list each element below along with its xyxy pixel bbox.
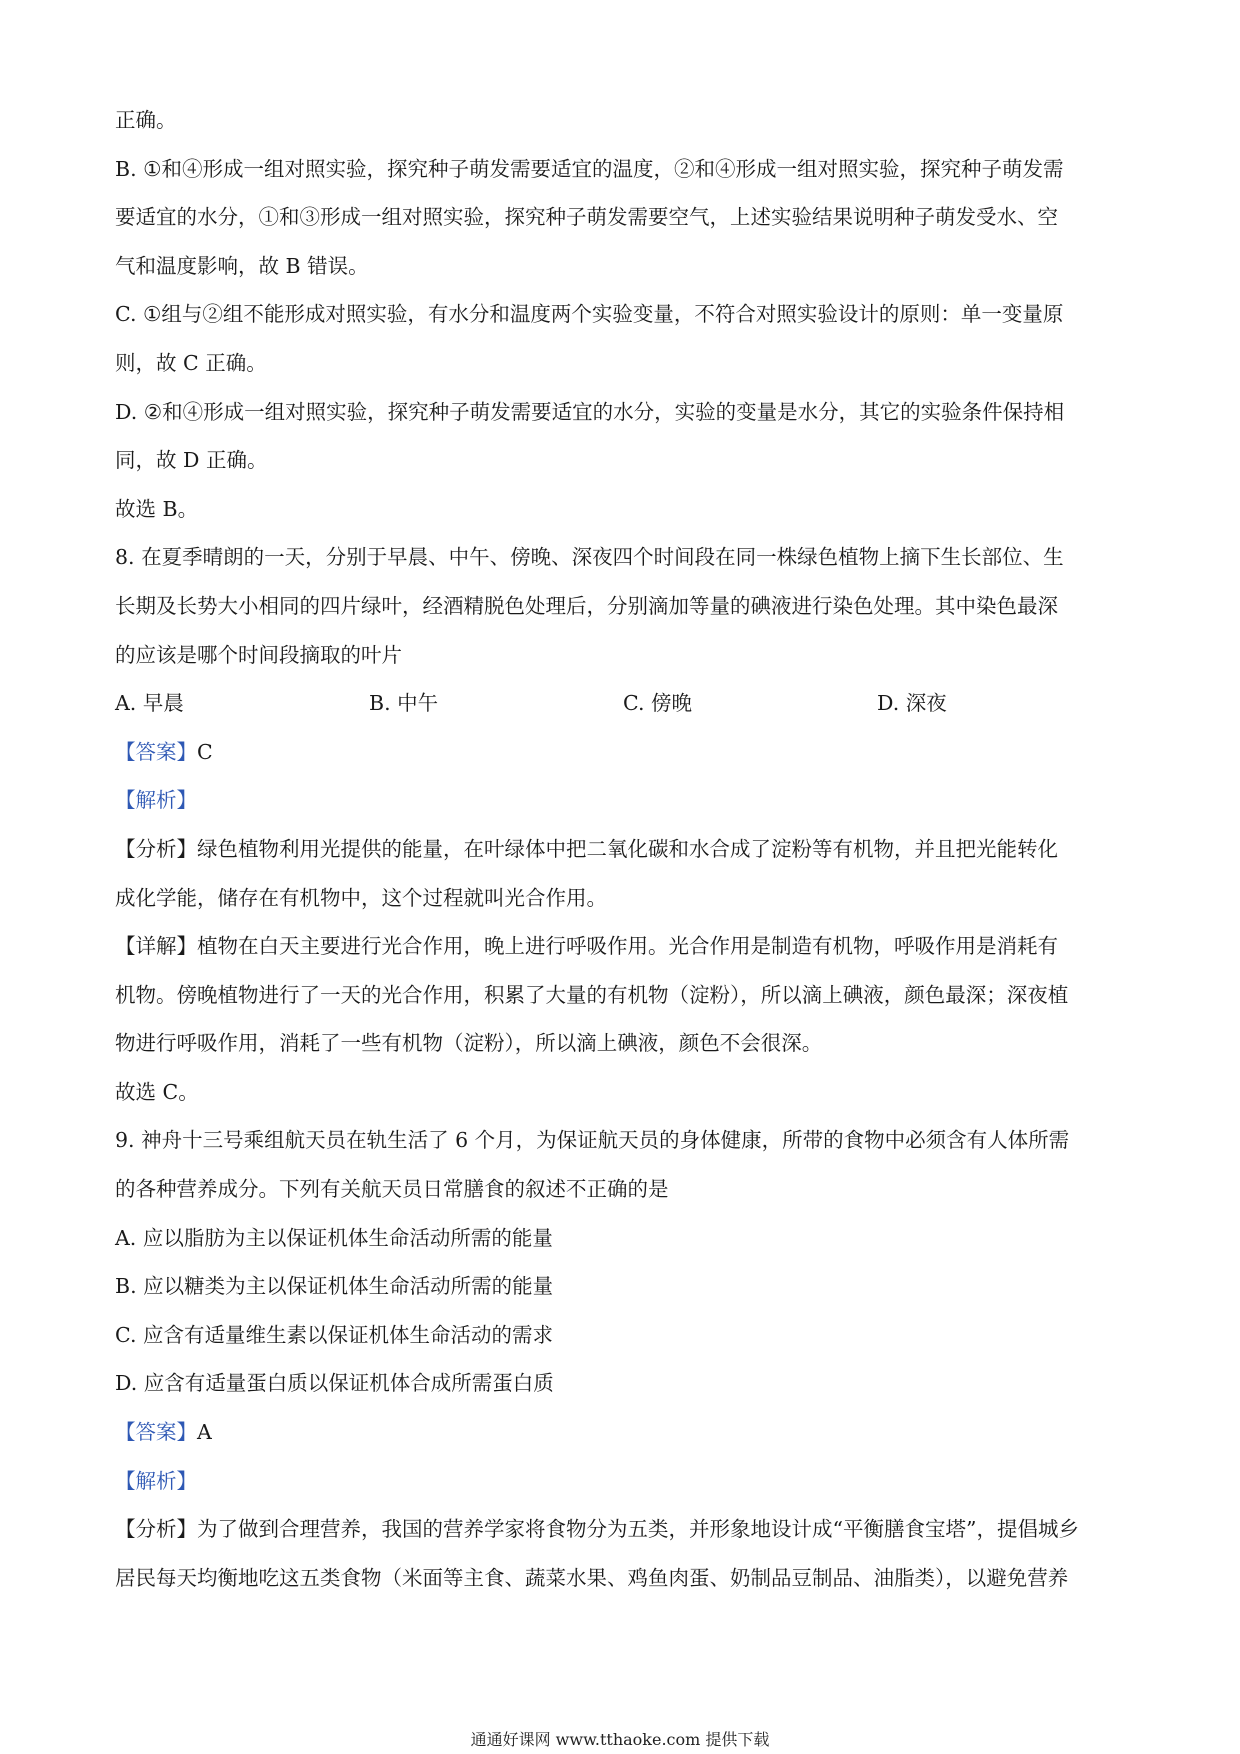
question-8-options	[115, 679, 1135, 728]
question-8-stem: 的应该是哪个时间段摘取的叶片	[115, 642, 402, 667]
text-line: B. ①和④形成一组对照实验，探究种子萌发需要适宜的温度，②和④形成一组对照实验，探究种子萌发需	[115, 156, 1064, 181]
analysis-heading	[115, 1457, 1135, 1506]
fenxi-line	[115, 1505, 1135, 1554]
fenxi-text: 为了做到合理营养，我国的营养学家将食物分为五类，并形象地设计成“平衡膳食宝塔”，提倡城乡	[197, 1517, 1079, 1542]
xiangjie-line	[115, 922, 1135, 971]
answer-tag: 【答案】	[115, 739, 197, 764]
question-8-stem: 长期及长势大小相同的四片绿叶，经酒精脱色处理后，分别滴加等量的碘液进行染色处理。其中染色最深	[115, 593, 1058, 618]
analysis-heading	[115, 776, 1135, 825]
option-d: D. 应含有适量蛋白质以保证机体合成所需蛋白质	[115, 1371, 554, 1396]
text-line: 同，故 D 正确。	[115, 448, 268, 473]
fenxi-text: 成化学能，储存在有机物中，这个过程就叫光合作用。	[115, 885, 607, 910]
question-8-stem: 8. 在夏季晴朗的一天，分别于早晨、中午、傍晚、深夜四个时间段在同一株绿色植物上摘下生长部位、生	[115, 545, 1064, 570]
text-line: 气和温度影响，故 B 错误。	[115, 253, 369, 278]
xiangjie-text: 机物。傍晚植物进行了一天的光合作用，积累了大量的有机物（淀粉），所以滴上碘液，颜色最深；深夜植	[115, 982, 1069, 1007]
question-9-stem: 的各种营养成分。下列有关航天员日常膳食的叙述不正确的是	[115, 1177, 669, 1202]
fenxi-text: 绿色植物利用光提供的能量，在叶绿体中把二氧化碳和水合成了淀粉等有机物，并且把光能转化	[197, 836, 1058, 861]
text-line: 则，故 C 正确。	[115, 350, 267, 375]
text-line: C. ①组与②组不能形成对照实验，有水分和温度两个实验变量，不符合对照实验设计的原则：单一变量原	[115, 302, 1064, 327]
answer-value: A	[197, 1420, 212, 1445]
analysis-tag: 【解析】	[115, 788, 197, 813]
document-page	[115, 96, 1135, 1602]
fenxi-text: 居民每天均衡地吃这五类食物（米面等主食、蔬菜水果、鸡鱼肉蛋、奶制品豆制品、油脂类），以避免营养	[115, 1565, 1069, 1590]
answer-line	[115, 728, 1135, 777]
text-line: 要适宜的水分，①和③形成一组对照实验，探究种子萌发需要空气，上述实验结果说明种子萌发受水、空	[115, 205, 1058, 230]
text-line: 故选 B。	[115, 496, 199, 521]
answer-value: C	[197, 739, 213, 764]
option-b: B. 应以糖类为主以保证机体生命活动所需的能量	[115, 1274, 554, 1299]
xiangjie-text: 物进行呼吸作用，消耗了一些有机物（淀粉），所以滴上碘液，颜色不会很深。	[115, 1031, 823, 1056]
option-c: C. 应含有适量维生素以保证机体生命活动的需求	[115, 1322, 553, 1347]
fenxi-tag: 【分析】	[115, 836, 197, 861]
question-9-stem: 9. 神舟十三号乘组航天员在轨生活了 6 个月，为保证航天员的身体健康，所带的食物中必须含有人体所需	[115, 1128, 1070, 1153]
option-a: A. 应以脂肪为主以保证机体生命活动所需的能量	[115, 1225, 553, 1250]
answer-tag: 【答案】	[115, 1420, 197, 1445]
option-b: B. 中午	[369, 691, 439, 716]
xiangjie-text: 植物在白天主要进行光合作用，晚上进行呼吸作用。光合作用是制造有机物，呼吸作用是消耗有	[197, 934, 1058, 959]
fenxi-line	[115, 825, 1135, 874]
xiangjie-tag: 【详解】	[115, 934, 197, 959]
option-a: A. 早晨	[115, 691, 184, 716]
analysis-tag: 【解析】	[115, 1468, 197, 1493]
page-footer: 通通好课网 www.tthaoke.com 提供下载	[470, 1730, 770, 1749]
text-line: D. ②和④形成一组对照实验，探究种子萌发需要适宜的水分，实验的变量是水分，其它的实验条件保持相	[115, 399, 1065, 424]
conclusion-line: 故选 C。	[115, 1079, 199, 1104]
option-d: D. 深夜	[877, 691, 947, 716]
option-c: C. 傍晚	[623, 691, 692, 716]
answer-line	[115, 1408, 1135, 1457]
text-line: 正确。	[115, 108, 177, 132]
fenxi-tag: 【分析】	[115, 1517, 197, 1542]
